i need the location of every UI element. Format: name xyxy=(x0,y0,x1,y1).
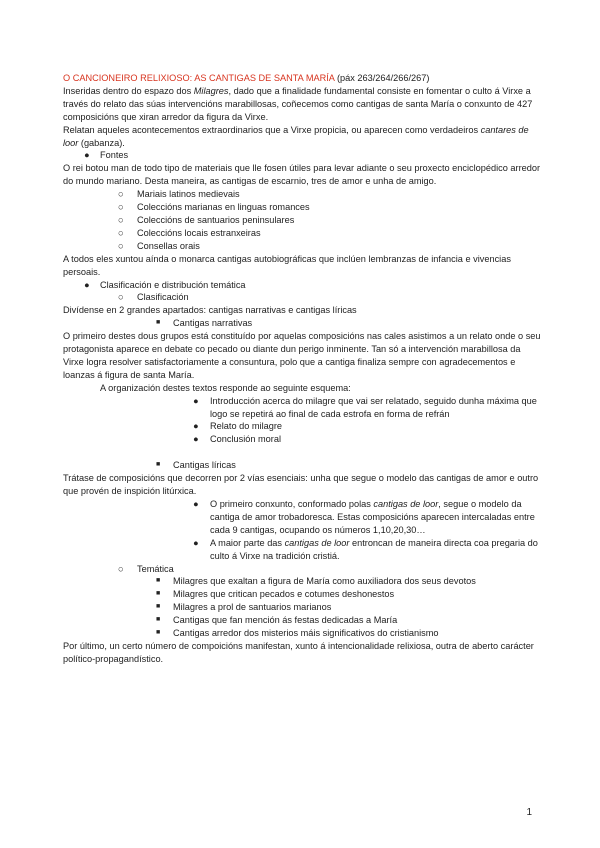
disc-bullet-icon: ● xyxy=(193,434,199,445)
list-item-text: Conclusión moral xyxy=(210,434,281,445)
list-item-text: Cantigas que fan mención ás festas dedicadas a María xyxy=(173,615,398,626)
subsection-heading: Clasificación xyxy=(137,292,189,303)
square-bullet-icon: ■ xyxy=(156,603,161,611)
square-bullet-icon: ■ xyxy=(156,461,161,469)
list-item-text: Coleccións de santuarios peninsulares xyxy=(137,214,295,225)
list-item-tematica xyxy=(63,563,541,576)
list-item xyxy=(63,601,541,614)
list-item-text: Mariais latinos medievais xyxy=(137,189,240,200)
intro-emphasis: Milagres xyxy=(193,85,229,96)
circle-bullet-icon: ○ xyxy=(118,202,124,213)
document-title xyxy=(63,72,541,85)
list-item-text: entroncan de maneira directa coa pregaria do culto á Virxe na tradición cristiá. xyxy=(210,537,538,561)
list-item-text: Coleccións marianas en linguas romances xyxy=(137,202,310,213)
fontes-after-paragraph: A todos eles xuntou aínda o monarca cantigas autobiográficas que inclúen lembranzas de infancia e vivencias persoais. xyxy=(63,253,511,277)
intro-text: Relatan aqueles acontecementos extraordinarios que a Virxe propicia, ou aparecen como verdadeiros xyxy=(63,124,481,135)
square-bullet-icon: ■ xyxy=(156,629,161,637)
subsection-heading: Cantigas líricas xyxy=(173,460,236,471)
list-item xyxy=(63,420,541,433)
list-item-text: Milagres que exaltan a figura de María como auxiliadora dos seus devotos xyxy=(173,576,476,587)
disc-bullet-icon: ● xyxy=(193,499,199,509)
document-body xyxy=(63,72,541,666)
list-item-text: Consellas orais xyxy=(137,240,200,251)
square-bullet-icon: ■ xyxy=(156,577,161,585)
section-heading: Fontes xyxy=(100,150,129,161)
disc-bullet-icon: ● xyxy=(193,537,199,548)
section-heading: Clasificación e distribución temática xyxy=(100,279,246,290)
clasificacion-paragraph: Divídense en 2 grandes apartados: cantigas narrativas e cantigas líricas xyxy=(63,305,357,316)
list-item xyxy=(63,627,541,640)
disc-bullet-icon: ● xyxy=(193,395,199,406)
list-item-text: A maior parte das xyxy=(210,537,285,548)
intro-text: , dado que a finalidade fundamental consiste en fomentar o culto á Virxe a través do relato das súas intervencións marabillosas, coñecemos como cantigas de santa María o conxunto de 427 composicións que xiran arredor da figura da Virxe. xyxy=(63,85,533,122)
list-item-clasificacion-sub xyxy=(63,291,541,304)
list-item-emphasis: cantigas de loor xyxy=(373,499,439,509)
list-item-text: O primeiro conxunto, conformado polas xyxy=(210,499,374,509)
list-item-text: Cantigas arredor dos misterios máis significativos do cristianismo xyxy=(173,628,439,639)
intro-paragraph-1 xyxy=(63,85,541,124)
subsection-heading: Temática xyxy=(137,563,174,574)
list-item-liricas xyxy=(63,459,541,472)
list-item-text: Relato do milagre xyxy=(210,421,283,432)
list-item xyxy=(63,227,541,240)
list-item xyxy=(63,433,541,446)
square-bullet-icon: ■ xyxy=(156,616,161,624)
intro-emphasis: cantares de loor xyxy=(63,124,529,148)
title-main: O CANCIONEIRO RELIXIOSO: AS CANTIGAS DE SANTA MARÍA xyxy=(63,73,335,83)
list-item-text: Introducción acerca do milagre que vai ser relatado, seguido dunha máxima que logo se repetirá ao final de cada estrofa en forma de refrán xyxy=(210,395,537,419)
circle-bullet-icon: ○ xyxy=(118,240,124,251)
circle-bullet-icon: ○ xyxy=(118,292,124,303)
list-item xyxy=(63,498,541,537)
fontes-paragraph: O rei botou man de todo tipo de materiais que lle fosen útiles para levar adiante o seu proxecto enciclopédico arredor do mundo mariano. Desta maneira, as cantigas de escarnio, tres de amor e unha de amigo. xyxy=(63,163,541,187)
title-pages: (páx 263/264/266/267) xyxy=(334,73,430,83)
disc-bullet-icon: ● xyxy=(84,150,90,161)
list-item xyxy=(63,188,541,201)
subsection-heading: Cantigas narrativas xyxy=(173,318,253,329)
list-item-text: , segue o modelo da cantiga de amor trobadoresca. Estas composicións aparecen intercaladas entre cada 9 cantigas, ocupando os números 1,10,20,30… xyxy=(210,499,535,535)
scheme-intro: A organización destes textos responde ao seguinte esquema: xyxy=(100,382,351,393)
circle-bullet-icon: ○ xyxy=(118,563,124,574)
list-item xyxy=(63,588,541,601)
disc-bullet-icon: ● xyxy=(193,421,199,432)
list-item xyxy=(63,395,541,421)
liricas-paragraph: Trátase de composicións que decorren por 2 vías esenciais: unha que segue o modelo das cantigas de amor e outro que provén de inspición litúrxica. xyxy=(63,473,539,497)
square-bullet-icon: ■ xyxy=(156,590,161,598)
list-item xyxy=(63,240,541,253)
list-item-emphasis: cantigas de loor xyxy=(284,537,350,548)
intro-paragraph-2 xyxy=(63,124,541,150)
list-item-clasificacion xyxy=(63,279,541,292)
page-number: 1 xyxy=(526,807,532,818)
list-item xyxy=(63,537,541,563)
list-item xyxy=(63,614,541,627)
list-item xyxy=(63,201,541,214)
circle-bullet-icon: ○ xyxy=(118,227,124,238)
circle-bullet-icon: ○ xyxy=(118,214,124,225)
list-item-text: Milagres que critican pecados e cotumes deshonestos xyxy=(173,589,395,600)
list-item-fontes xyxy=(63,149,541,162)
intro-text: Inseridas dentro do espazo dos xyxy=(63,85,194,96)
list-item-text: Milagres a prol de santuarios marianos xyxy=(173,602,332,613)
square-bullet-icon: ■ xyxy=(156,319,161,327)
list-item xyxy=(63,575,541,588)
circle-bullet-icon: ○ xyxy=(118,189,124,200)
narrativas-paragraph: O primeiro destes dous grupos está constituído por aquelas composicións nas cales asistimos a un relato onde o seu protagonista aparece en debate co pecado ou diante dun perigo inminente. Tan só a intervención marabillosa da Virxe logra resolver satisfactoriamente a consuntura, polo que a cantiga finaliza sempre con agradecementos e loanzas á figura de santa María. xyxy=(63,331,541,380)
list-item-narrativas xyxy=(63,317,541,330)
list-item-text: Coleccións locais estranxeiras xyxy=(137,227,261,238)
closing-paragraph: Por último, un certo número de compoicións manifestan, xunto á intencionalidade relixiosa, outra de aberto carácter político-propagandístico. xyxy=(63,640,534,664)
intro-text: (gabanza). xyxy=(78,137,125,148)
disc-bullet-icon: ● xyxy=(84,279,90,290)
list-item xyxy=(63,214,541,227)
